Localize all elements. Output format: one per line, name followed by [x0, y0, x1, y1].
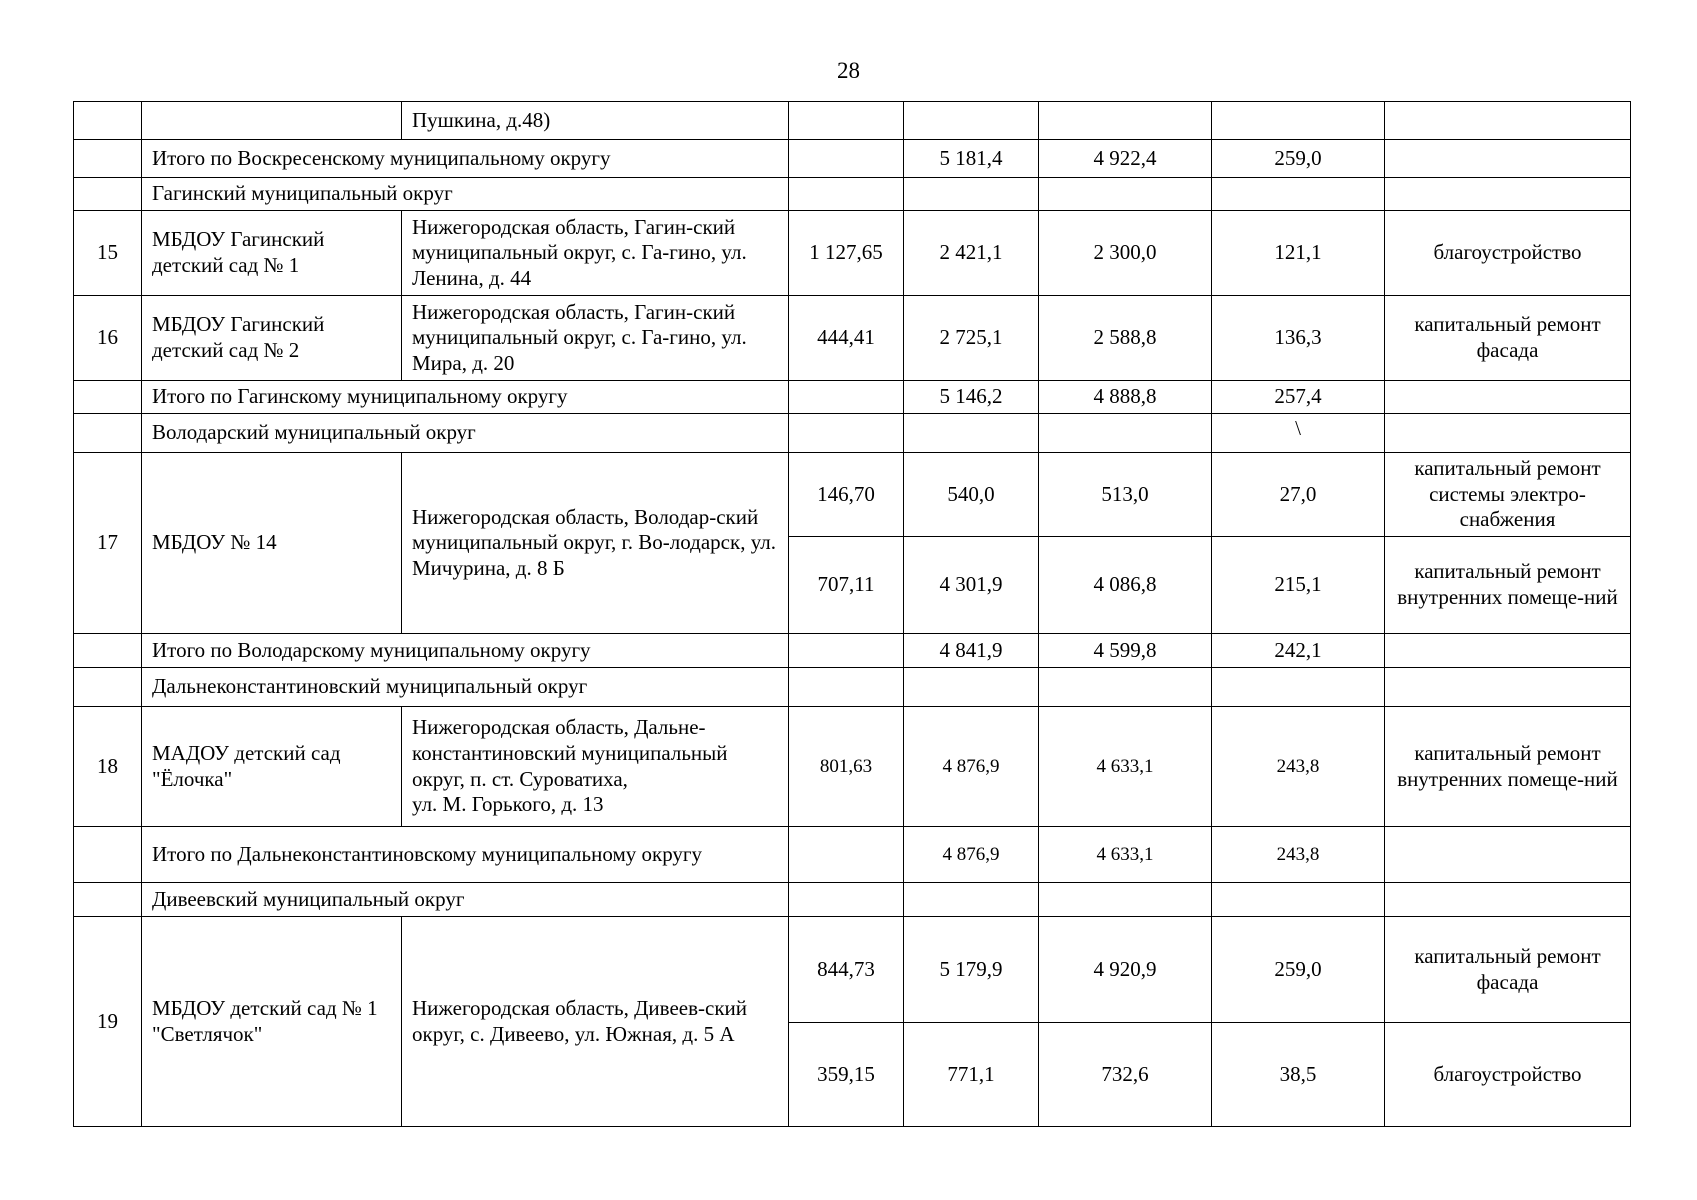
area-cell: 707,11 — [789, 537, 904, 634]
local-budget: 242,1 — [1212, 634, 1385, 668]
total-cost: 5 179,9 — [904, 917, 1039, 1023]
total-cost: 2 725,1 — [904, 296, 1039, 381]
institution-name: МБДОУ Гагинский детский сад № 2 — [142, 296, 402, 381]
total-cost: 4 841,9 — [904, 634, 1039, 668]
local-budget: 27,0 — [1212, 453, 1385, 537]
table-row — [74, 211, 1631, 296]
institution-name: МАДОУ детский сад "Ёлочка" — [142, 707, 402, 827]
institution-name: МБДОУ детский сад № 1 "Светлячок" — [142, 917, 402, 1127]
address-cell: Нижегородская область, Володар-ский муниципальный округ, г. Во-лодарск, ул. Мичурина, д. 8 Б — [402, 453, 789, 634]
work-type: благоустройство — [1385, 1023, 1631, 1127]
regional-budget: 513,0 — [1039, 453, 1212, 537]
regional-budget: 4 086,8 — [1039, 537, 1212, 634]
subtotal-label: Итого по Воскресенскому муниципальному округу — [142, 140, 789, 178]
district-header-row — [74, 883, 1631, 917]
district-name: Володарский муниципальный округ — [142, 414, 789, 453]
institution-name: МБДОУ Гагинский детский сад № 1 — [142, 211, 402, 296]
regional-budget: 732,6 — [1039, 1023, 1212, 1127]
work-type: капитальный ремонт фасада — [1385, 296, 1631, 381]
total-cost: 4 876,9 — [904, 707, 1039, 827]
row-number: 18 — [74, 707, 142, 827]
regional-budget: 4 920,9 — [1039, 917, 1212, 1023]
regional-budget: 4 633,1 — [1039, 827, 1212, 883]
work-type: капитальный ремонт внутренних помеще-ний — [1385, 707, 1631, 827]
district-name: Дивеевский муниципальный округ — [142, 883, 789, 917]
address-cell: Нижегородская область, Дивеев-ский округ, с. Дивеево, ул. Южная, д. 5 А — [402, 917, 789, 1127]
table-row — [74, 707, 1631, 827]
local-budget: 243,8 — [1212, 827, 1385, 883]
subtotal-row — [74, 827, 1631, 883]
subtotal-label: Итого по Дальнеконстантиновскому муниципальному округу — [142, 827, 789, 883]
regional-budget: 2 588,8 — [1039, 296, 1212, 381]
area-cell: 801,63 — [789, 707, 904, 827]
area-cell: 844,73 — [789, 917, 904, 1023]
regional-budget: 2 300,0 — [1039, 211, 1212, 296]
regional-budget: 4 633,1 — [1039, 707, 1212, 827]
row-number: 17 — [74, 453, 142, 634]
work-type: капитальный ремонт внутренних помеще-ний — [1385, 537, 1631, 634]
district-name: Дальнеконстантиновский муниципальный округ — [142, 668, 789, 707]
address-line: Нижегородская область, Дальне-константиновский муниципальный округ, п. ст. Суроватиха, — [412, 715, 728, 791]
subtotal-label: Итого по Володарскому муниципальному округу — [142, 634, 789, 668]
local-budget: 38,5 — [1212, 1023, 1385, 1127]
total-cost: 771,1 — [904, 1023, 1039, 1127]
regional-budget: 4 922,4 — [1039, 140, 1212, 178]
address-cell: Нижегородская область, Гагин-ский муниципальный округ, с. Га-гино, ул. Мира, д. 20 — [402, 296, 789, 381]
address-cell: Нижегородская область, Гагин-ский муниципальный округ, с. Га-гино, ул. Ленина, д. 44 — [402, 211, 789, 296]
page-number: 28 — [837, 58, 860, 83]
table-row — [74, 917, 1631, 1023]
total-cost: 5 146,2 — [904, 381, 1039, 414]
regional-budget: 4 888,8 — [1039, 381, 1212, 414]
subtotal-row — [74, 634, 1631, 668]
local-budget: 136,3 — [1212, 296, 1385, 381]
local-budget: 259,0 — [1212, 140, 1385, 178]
district-header-row — [74, 668, 1631, 707]
local-budget: 259,0 — [1212, 917, 1385, 1023]
address-cell — [402, 707, 789, 827]
work-type: благоустройство — [1385, 211, 1631, 296]
subtotal-label: Итого по Гагинскому муниципальному округу — [142, 381, 789, 414]
work-type: капитальный ремонт фасада — [1385, 917, 1631, 1023]
area-cell: 146,70 — [789, 453, 904, 537]
table-row — [74, 296, 1631, 381]
local-budget: 215,1 — [1212, 537, 1385, 634]
institution-name: МБДОУ № 14 — [142, 453, 402, 634]
total-cost: 540,0 — [904, 453, 1039, 537]
area-cell: 444,41 — [789, 296, 904, 381]
local-budget: 121,1 — [1212, 211, 1385, 296]
subtotal-row — [74, 381, 1631, 414]
row-number: 19 — [74, 917, 142, 1127]
table-row — [74, 453, 1631, 537]
area-cell: 1 127,65 — [789, 211, 904, 296]
address-line: ул. М. Горького, д. 13 — [412, 792, 604, 817]
local-budget: 257,4 — [1212, 381, 1385, 414]
row-number: 15 — [74, 211, 142, 296]
work-type: капитальный ремонт системы электро-снабжения — [1385, 453, 1631, 537]
local-budget: 243,8 — [1212, 707, 1385, 827]
subtotal-row — [74, 140, 1631, 178]
row-number: 16 — [74, 296, 142, 381]
total-cost: 4 876,9 — [904, 827, 1039, 883]
total-cost: 4 301,9 — [904, 537, 1039, 634]
table-row — [74, 102, 1631, 140]
stray-mark: \ — [1212, 414, 1385, 453]
address-cell: Пушкина, д.48) — [402, 102, 789, 140]
district-header-row — [74, 414, 1631, 453]
regional-budget: 4 599,8 — [1039, 634, 1212, 668]
objects-table — [73, 101, 1631, 1127]
district-name: Гагинский муниципальный округ — [142, 178, 789, 211]
total-cost: 5 181,4 — [904, 140, 1039, 178]
total-cost: 2 421,1 — [904, 211, 1039, 296]
district-header-row — [74, 178, 1631, 211]
area-cell: 359,15 — [789, 1023, 904, 1127]
